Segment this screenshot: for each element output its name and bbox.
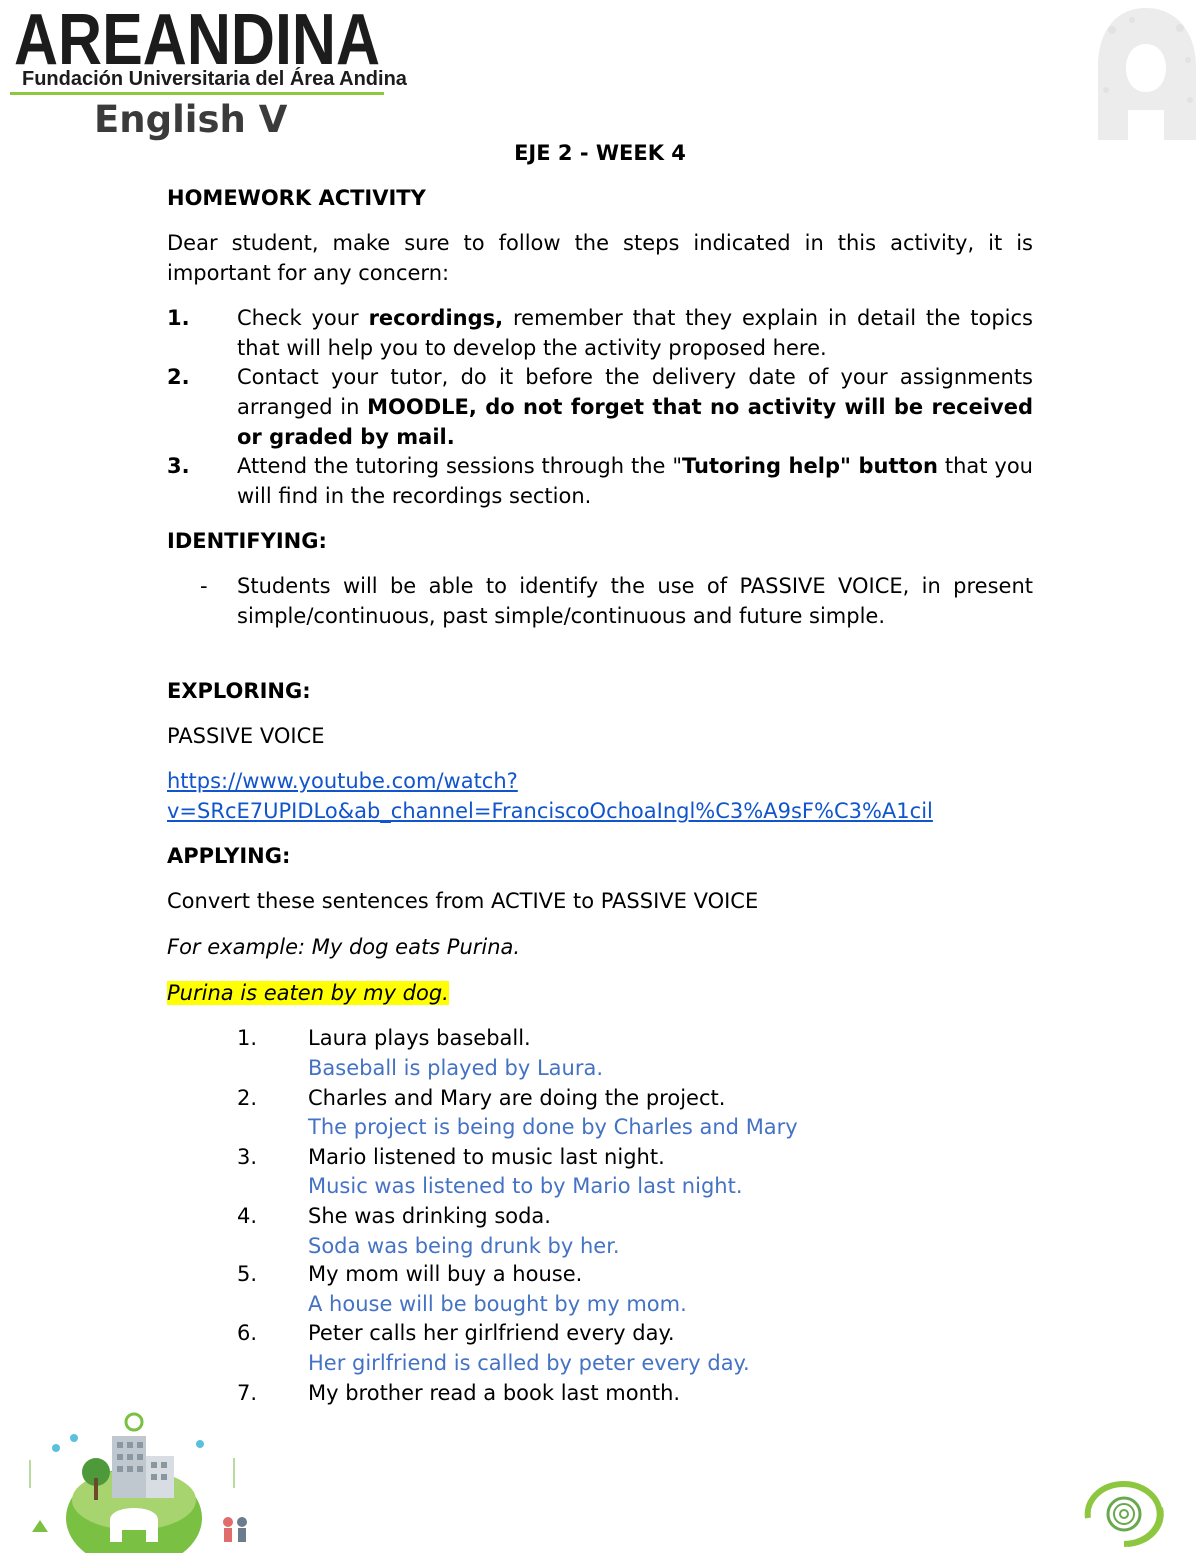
exercise-sentence: Charles and Mary are doing the project.: [308, 1086, 726, 1110]
identifying-text: Students will be able to identify the use of PASSIVE VOICE, in present simple/continuous, past simple/continuous and future simple.: [237, 574, 1033, 628]
exercise-answer: Her girlfriend is called by peter every day.: [308, 1351, 750, 1375]
exercise-sentence: My mom will buy a house.: [308, 1262, 583, 1286]
video-link-line2[interactable]: v=SRcE7UPIDLo&ab_channel=FranciscoOchoaIngl%C3%A9sF%C3%A1cil: [167, 799, 933, 823]
identifying-heading: IDENTIFYING:: [167, 529, 327, 553]
areandina-a-watermark-icon: [1092, 0, 1200, 146]
step-text: Attend the tutoring sessions through the "Tutoring help" button that you will find in the recordings section.: [237, 454, 1033, 508]
page-title: EJE 2 - WEEK 4: [514, 141, 686, 165]
video-link-line1[interactable]: https://www.youtube.com/watch?: [167, 769, 518, 793]
step-number: 1.: [167, 306, 190, 330]
applying-heading: APPLYING:: [167, 844, 291, 868]
exercise-answer: A house will be bought by my mom.: [308, 1292, 687, 1316]
highlighted-answer: Purina is eaten by my dog.: [167, 981, 449, 1005]
exercise-sentence: Mario listened to music last night.: [308, 1145, 665, 1169]
homework-heading: HOMEWORK ACTIVITY: [167, 186, 426, 210]
step-number: 3.: [167, 454, 190, 478]
bullet-dash: -: [200, 574, 208, 598]
step-number: 2.: [167, 365, 190, 389]
intro-paragraph: Dear student, make sure to follow the steps indicated in this activity, it is important for any concern:: [167, 231, 1033, 285]
eco-city-illustration-icon: [14, 1408, 264, 1553]
course-title: English V: [94, 98, 288, 141]
video-link[interactable]: [167, 766, 1033, 826]
logo-divider: [10, 92, 384, 95]
exercise-answer: Soda was being drunk by her.: [308, 1234, 620, 1258]
instruction-text: Convert these sentences from ACTIVE to PASSIVE VOICE: [167, 889, 759, 913]
exercise-number: 3.: [237, 1145, 258, 1169]
recycle-fingerprint-icon: [1076, 1478, 1172, 1548]
step-text: Check your recordings, remember that they explain in detail the topics that will help you to develop the activity proposed here.: [237, 306, 1033, 360]
exercise-number: 7.: [237, 1381, 258, 1405]
exercise-number: 2.: [237, 1086, 258, 1110]
exploring-heading: EXPLORING:: [167, 679, 311, 703]
exercise-answer: Baseball is played by Laura.: [308, 1056, 604, 1080]
step-text: Contact your tutor, do it before the delivery date of your assignments arranged in MOODLE, do not forget that no activity will be received or graded by mail.: [237, 365, 1033, 449]
exploring-topic: PASSIVE VOICE: [167, 724, 325, 748]
areandina-logo: [14, 6, 386, 70]
logo-subtitle: Fundación Universitaria del Área Andina: [22, 68, 407, 90]
exercise-sentence: She was drinking soda.: [308, 1204, 551, 1228]
logo-text: AREANDINA: [14, 6, 380, 70]
exercise-sentence: Peter calls her girlfriend every day.: [308, 1321, 675, 1345]
exercise-number: 4.: [237, 1204, 258, 1228]
exercise-sentence: Laura plays baseball.: [308, 1026, 531, 1050]
exercise-answer: Music was listened to by Mario last night.: [308, 1174, 743, 1198]
example-sentence: For example: My dog eats Purina.: [167, 935, 521, 959]
exercise-sentence: My brother read a book last month.: [308, 1381, 681, 1405]
exercise-number: 1.: [237, 1026, 258, 1050]
example-answer: [167, 978, 1033, 1008]
exercise-number: 5.: [237, 1262, 258, 1286]
exercise-answer: The project is being done by Charles and Mary: [308, 1115, 798, 1139]
exercise-number: 6.: [237, 1321, 258, 1345]
